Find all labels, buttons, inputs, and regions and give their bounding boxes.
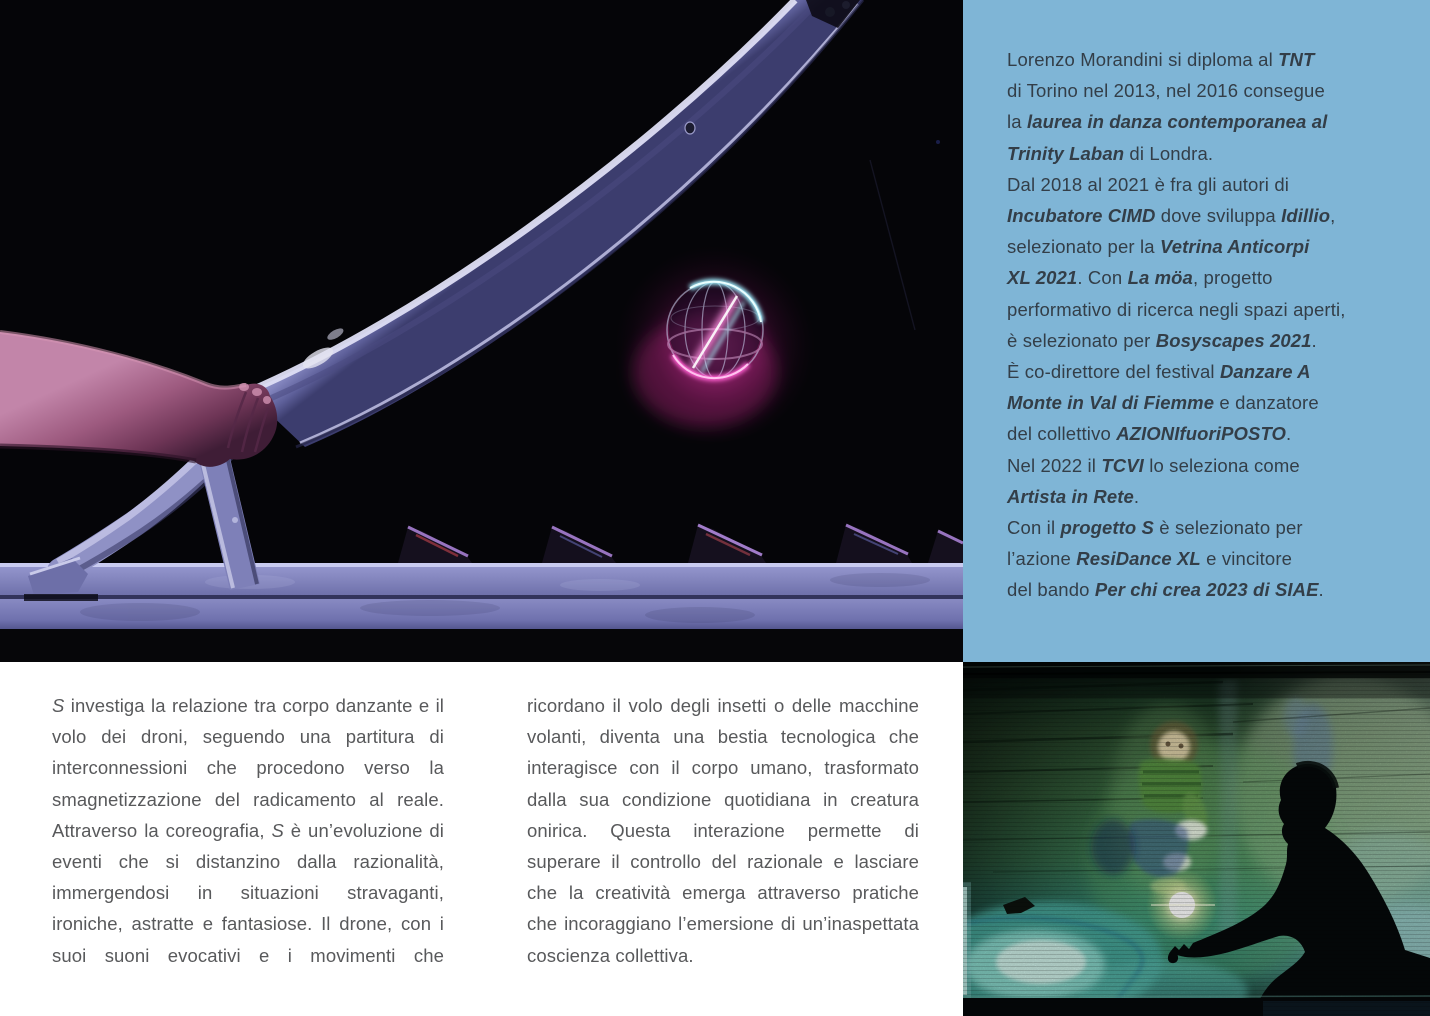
description-column-1-text [52, 690, 444, 971]
bio-line [1007, 262, 1346, 293]
text-segment: Dal 2018 al 2021 è fra gli autori di [1007, 173, 1290, 195]
ladder-drone-photo [0, 0, 963, 662]
bio-line [1007, 75, 1346, 106]
text-segment: , progetto [1192, 267, 1273, 289]
bio-line [1007, 325, 1346, 356]
text-segment: investiga la relazione tra corpo danzante e il volo dei droni, seguendo una partitura di interconnessioni che procedono verso la smagnetizzazione del radicamento al reale. Attraverso la coreografia, [52, 695, 444, 841]
description-column-2 [527, 690, 919, 971]
text-segment: selezionato per la [1007, 236, 1160, 258]
bio-line [1007, 387, 1346, 418]
text-segment: La möa [1127, 267, 1193, 289]
text-segment: del bando [1007, 579, 1095, 601]
text-segment: . Con [1077, 267, 1128, 289]
horizontal-rail [0, 563, 963, 662]
text-segment: Incubatore CIMD [1007, 205, 1156, 227]
text-segment: e danzatore [1214, 392, 1319, 414]
bio-line [1007, 543, 1346, 574]
text-segment: . [1311, 329, 1317, 351]
text-segment: Idillio [1281, 205, 1331, 227]
text-segment: e vincitore [1200, 548, 1293, 570]
projection-photo [963, 662, 1430, 1016]
text-segment: è un’evoluzione di eventi che si distanzino dalla razionalità, immergendosi in situazioni stravaganti, ironiche, astratte e fantasiose. Il drone, con i suoi suoni evocativi e i movimenti che [52, 819, 444, 966]
text-segment: Con il [1007, 517, 1061, 539]
text-segment: Monte in Val di Fiemme [1007, 392, 1215, 414]
text-segment: . [1318, 579, 1324, 601]
projection-photo-art [963, 662, 1430, 1016]
text-segment: del collettivo [1007, 423, 1117, 445]
text-segment: TCVI [1101, 454, 1144, 476]
bio-line [1007, 169, 1346, 200]
bio-line [1007, 44, 1346, 75]
text-segment: lo seleziona come [1143, 454, 1300, 476]
bio-line [1007, 200, 1346, 231]
text-segment: ResiDance XL [1076, 548, 1201, 570]
text-segment: di Londra. [1124, 142, 1214, 164]
text-segment: Vetrina Anticorpi [1160, 236, 1310, 258]
text-segment: di Torino nel 2013, nel 2016 consegue [1007, 80, 1325, 102]
bio-line [1007, 294, 1346, 325]
text-segment: XL 2021 [1007, 267, 1078, 289]
text-segment: , [1330, 205, 1336, 227]
text-segment: È co-direttore del festival [1007, 361, 1220, 383]
ladder-drone-photo-art [0, 0, 963, 662]
bio-line [1007, 450, 1346, 481]
text-segment: Danzare A [1219, 361, 1311, 383]
bio-text [1007, 44, 1346, 606]
description-column-1 [52, 690, 444, 971]
bio-line [1007, 231, 1346, 262]
bio-panel [963, 0, 1430, 662]
text-segment: S [271, 819, 284, 841]
text-segment: . [1133, 485, 1140, 507]
bio-line [1007, 481, 1346, 512]
text-segment: TNT [1278, 49, 1315, 70]
drone-orb [615, 242, 815, 442]
bio-line [1007, 512, 1346, 543]
beam-rivet-hole [685, 122, 695, 134]
bio-line [1007, 356, 1346, 387]
text-segment: è selezionato per [1154, 517, 1303, 539]
text-segment: la [1007, 111, 1027, 133]
description-column-2-text: ricordano il volo degli insetti o delle macchine volanti, diventa una bestia tecnologica che interagisce con il corpo umano, trasformato dalla sua condizione quotidiana in creatura onirica. Questa interazione permette di superare il controllo del razionale e lasciare che la creatività emerga attraverso pratiche che incoraggiano l’emersione di un’inaspettata coscienza collettiva. [527, 695, 919, 966]
text-segment: progetto S [1060, 517, 1154, 539]
text-segment: Per chi crea 2023 di SIAE [1094, 579, 1319, 601]
text-segment: è selezionato per [1007, 329, 1156, 351]
bio-line [1007, 574, 1346, 605]
text-segment: l’azione [1007, 548, 1077, 570]
text-segment: Trinity Laban [1007, 142, 1125, 164]
text-segment: S [52, 695, 65, 716]
text-segment: laurea in danza contemporanea al [1027, 111, 1328, 133]
text-segment: . [1286, 423, 1292, 445]
text-segment: dove sviluppa [1155, 205, 1282, 227]
text-segment: performativo di ricerca negli spazi aperti, [1007, 298, 1346, 320]
text-segment: Lorenzo Morandini si diploma al [1007, 49, 1279, 70]
bio-line [1007, 418, 1346, 449]
bio-line [1007, 106, 1346, 137]
text-segment: AZIONIfuoriPOSTO [1116, 423, 1287, 445]
film-grain-overlay [963, 662, 1430, 1016]
text-segment: Artista in Rete [1007, 485, 1134, 507]
text-segment: Nel 2022 il [1007, 454, 1102, 476]
bio-line [1007, 138, 1346, 169]
text-segment: Bosyscapes 2021 [1155, 329, 1312, 351]
